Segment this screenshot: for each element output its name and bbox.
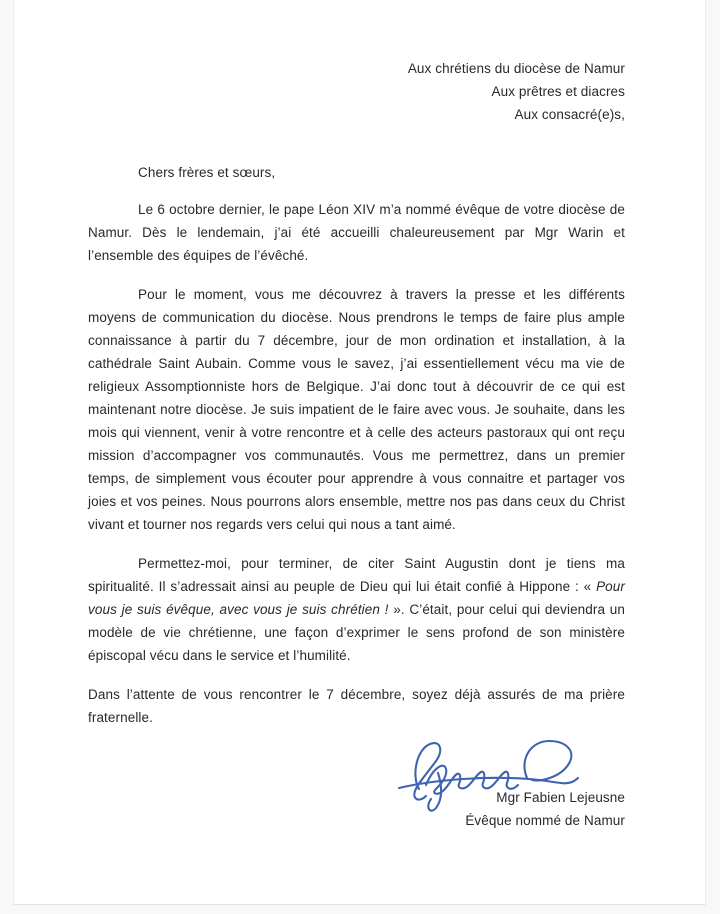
quote-after-text: ». C’était, pour celui qui deviendra un modèle de vie chrétienne, une façon d’exprimer le sens profond de son ministère épiscopal vécu dans le service et l’humilité. [88, 602, 626, 663]
body-paragraph-3-quote [88, 552, 625, 667]
letter-content [14, 0, 705, 832]
signer-title: Évêque nommé de Namur [465, 813, 625, 828]
letter-page [13, 0, 706, 905]
body-paragraph-1: Le 6 octobre dernier, le pape Léon XIV m’a nommé évêque de votre diocèse de Namur. Dès le lendemain, j’ai été accueilli chaleureusement par Mgr Warin et l’ensemble des équipes de l’évêché. [88, 202, 625, 263]
recipient-line-1: Aux chrétiens du diocèse de Namur [407, 61, 625, 76]
quote-before-text: Permettez-moi, pour terminer, de citer Saint Augustin dont je tiens ma spiritualité. Il s’adressait ainsi au peuple de Dieu qui lui était confié à Hippone : « [88, 556, 625, 594]
closing-paragraph: Dans l’attente de vous rencontrer le 7 décembre, soyez déjà assurés de ma prière fraternelle. [88, 687, 625, 725]
body-paragraph-2: Pour le moment, vous me découvrez à travers la presse et les différents moyens de communication du diocèse. Nous prendrons le temps de faire plus ample connaissance à partir du 7 décembre, jour de mon ordination et installation, à la cathédrale Saint Aubain. Comme vous le savez, j’ai essentiellement vécu ma vie de religieux Assomptionniste hors de Belgique. J’ai donc tout à découvrir de ce qui est maintenant notre diocèse. Je suis impatient de le faire avec vous. Je souhaite, dans les mois qui viennent, venir à votre rencontre et à celle des acteurs pastoraux qui ont reçu mission d’accompagner vos communautés. Vous me permettrez, dans un premier temps, de simplement vous écouter pour apprendre à vous connaitre et partager vos joies et vos peines. Nous pourrons alors ensemble, mettre nos pas dans ceux du Christ vivant et tourner nos regards vers celui qui nous a tant aimé. [88, 287, 625, 532]
signer-name: Mgr Fabien Lejeusne [496, 790, 625, 805]
recipient-block [88, 57, 625, 126]
recipient-line-3: Aux consacré(e)s, [514, 107, 625, 122]
augustine-quote-text: Pour vous je suis évêque, avec vous je suis chrétien ! [88, 579, 625, 617]
signature-block [88, 733, 625, 832]
salutation: Chers frères et sœurs, [138, 165, 276, 180]
recipient-line-2: Aux prêtres et diacres [491, 84, 625, 99]
